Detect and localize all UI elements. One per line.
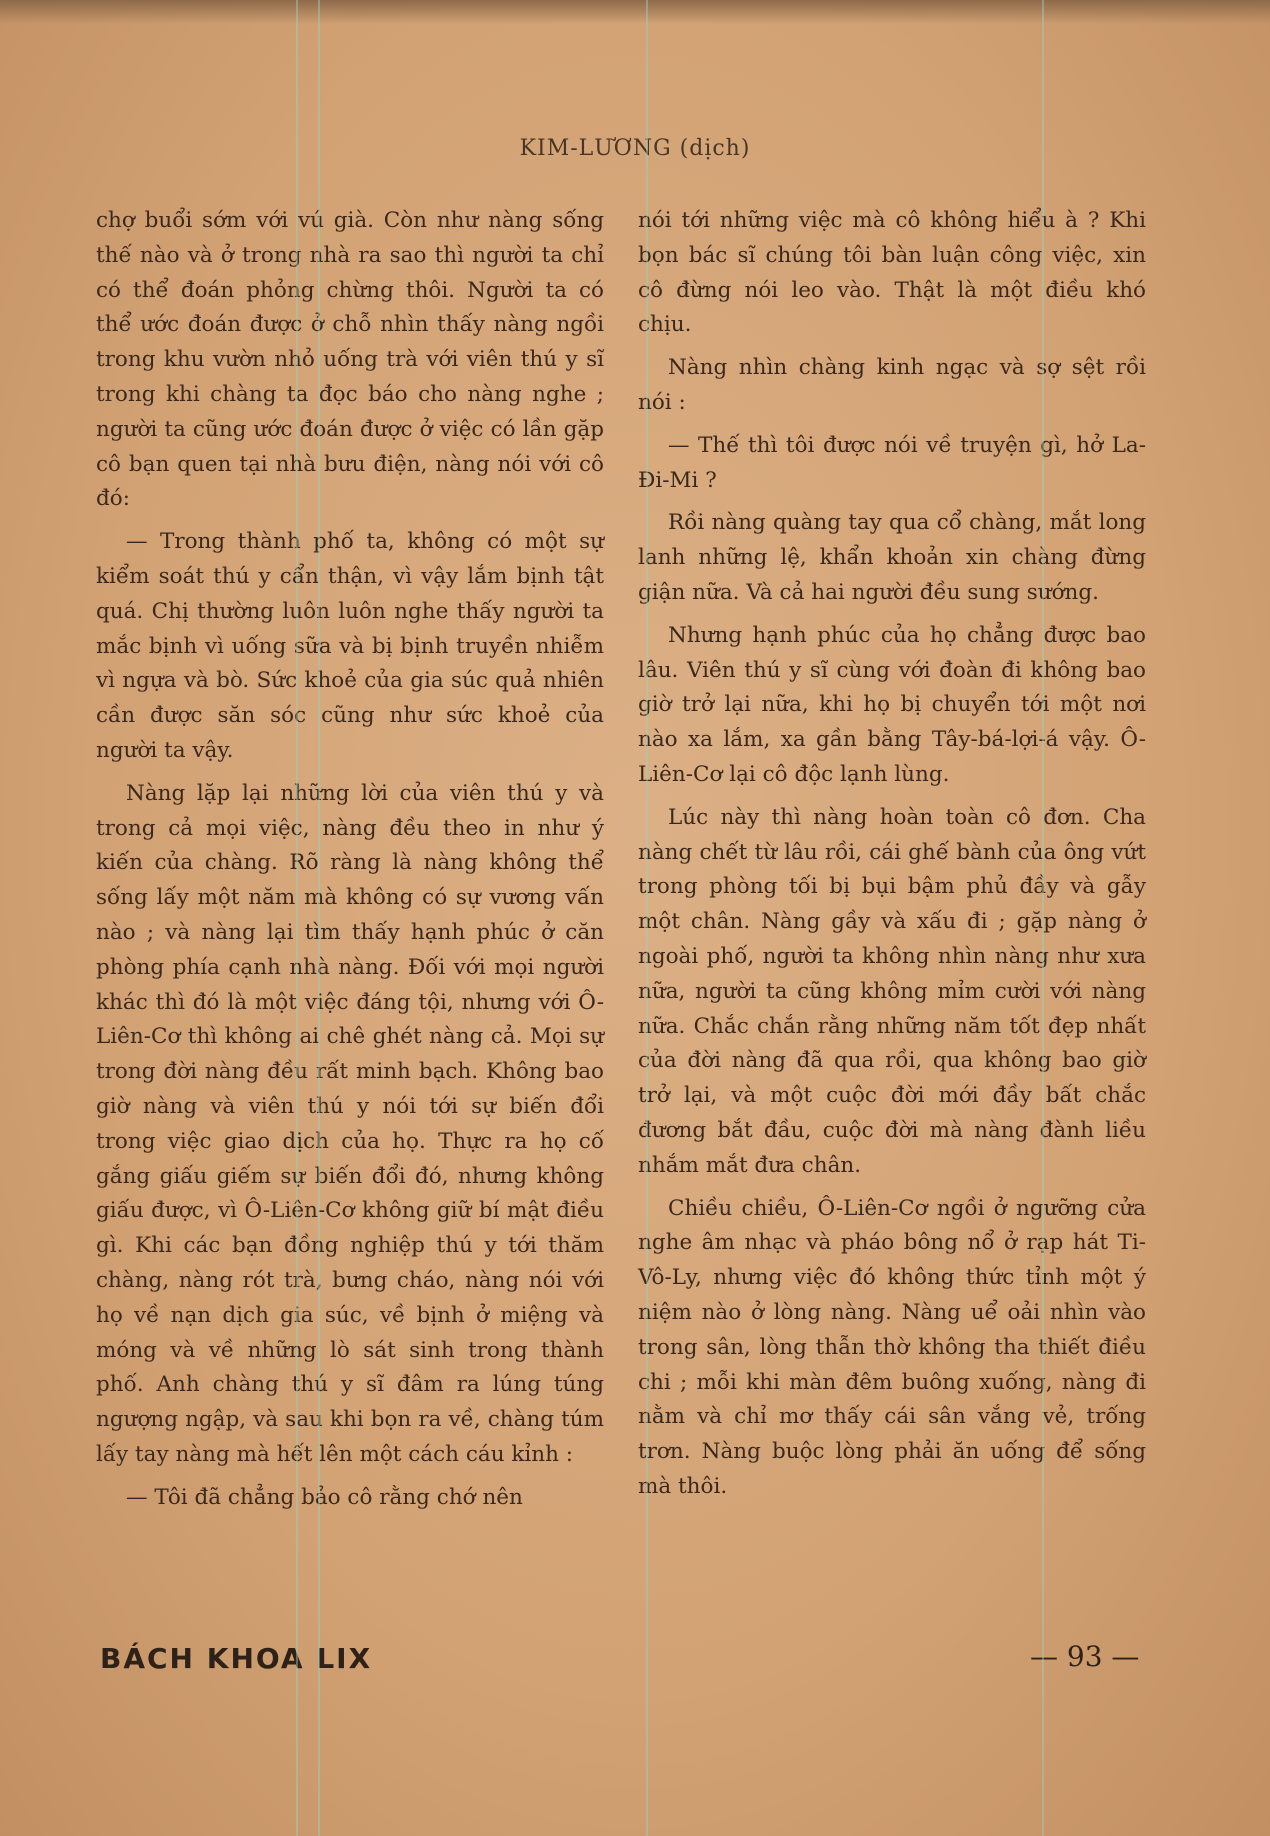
scan-artifact-line — [318, 0, 320, 1836]
paragraph: Nàng lặp lại những lời của viên thú y và trong cả mọi việc, nàng đều theo in như ý kiến của chàng. Rõ ràng là nàng không thể sống lấy một năm mà không có sự vương vấn nào ; và nàng lại tìm thấy hạnh phúc ở căn phòng phía cạnh nhà nàng. Đối với mọi người khác thì đó là một việc đáng tội, nhưng với Ô-Liên-Cơ thì không ai chê ghét nàng cả. Mọi sự trong đời nàng đều rất minh bạch. Không bao giờ nàng và viên thú y nói tới sự biến đổi trong việc giao dịch của họ. Thực ra họ cố gắng giấu giếm sự biến đổi đó, nhưng không giấu được, vì Ô-Liên-Cơ không giữ bí mật điều gì. Khi các bạn đồng nghiệp thú y tới thăm chàng, nàng rót trà, bưng cháo, nàng nói với họ về nạn dịch gia súc, về bịnh ở miệng và móng và về những lò sát sinh trong thành phố. Anh chàng thú y sĩ đâm ra lúng túng ngượng ngập, và sau khi bọn ra về, chàng túm lấy tay nàng mà hết lên một cách cáu kỉnh : — [96, 780, 604, 1467]
paragraph: — Tôi đã chẳng bảo cô rằng chớ nên — [126, 1484, 523, 1510]
page-number: — 93 — — [1030, 1640, 1140, 1673]
paragraph: Lúc này thì nàng hoàn toàn cô đơn. Cha nàng chết từ lâu rồi, cái ghế bành của ông vứt trong phòng tối bị bụi bậm phủ đầy và gẫy một chân. Nàng gầy và xấu đi ; gặp nàng ở ngoài phố, người ta không nhìn nàng như xưa nữa, người ta cũng không mỉm cười với nàng nữa. Chắc chắn rằng những năm tốt đẹp nhất của đời nàng đã qua rồi, qua không bao giờ trở lại, và một cuộc đời mới đầy bất chắc đương bắt đầu, cuộc đời mà nàng đành liều nhắm mắt đưa chân. — [638, 804, 1146, 1178]
scan-artifact-line — [296, 0, 298, 1836]
paragraph: Rồi nàng quàng tay qua cổ chàng, mắt long lanh những lệ, khẩn khoản xin chàng đừng giận nữa. Và cả hai người đều sung sướng. — [638, 510, 1146, 605]
paragraph: chợ buổi sớm với vú già. Còn như nàng sống thế nào và ở trong nhà ra sao thì người ta chỉ có thể đoán phỏng chừng thôi. Người ta có thể ước đoán được ở chỗ nhìn thấy nàng ngồi trong khu vườn nhỏ uống trà với viên thú y sĩ trong khi chàng ta đọc báo cho nàng nghe ; người ta cũng ước đoán được ở việc có lần gặp cô bạn quen tại nhà bưu điện, nàng nói với cô đó: — [96, 208, 604, 512]
paragraph: nói tới những việc mà cô không hiểu à ? Khi bọn bác sĩ chúng tôi bàn luận công việc, xin cô đừng nói leo vào. Thật là một điều khó chịu. — [638, 208, 1146, 338]
magazine-name: BÁCH KHOA LIX — [100, 1642, 373, 1675]
left-column — [96, 204, 604, 1515]
scan-artifact-line — [646, 0, 648, 1836]
paragraph: Nhưng hạnh phúc của họ chẳng được bao lâu. Viên thú y sĩ cùng với đoàn đi không bao giờ trở lại nữa, khi họ bị chuyển tới một nơi nào xa lắm, xa gần bằng Tây-bá-lợi-á vậy. Ô-Liên-Cơ lại cô độc lạnh lùng. — [638, 622, 1146, 787]
paragraph: Nàng nhìn chàng kinh ngạc và sợ sệt rồi nói : — [638, 355, 1146, 415]
paragraph: — Thế thì tôi được nói về truyện gì, hở La-Đi-Mi ? — [638, 432, 1146, 493]
running-header: KIM-LƯƠNG (dịch) — [519, 136, 751, 161]
right-column — [638, 204, 1146, 1505]
scan-artifact-line — [1042, 0, 1044, 1836]
paragraph: Chiều chiều, Ô-Liên-Cơ ngồi ở ngưỡng cửa nghe âm nhạc và pháo bông nổ ở rạp hát Ti-Vô-Ly, nhưng việc đó không thức tỉnh một ý niệm nào ở lòng nàng. Nàng uể oải nhìn vào trong sân, lòng thẫn thờ không tha thiết điều chi ; mỗi khi màn đêm buông xuống, nàng đi nằm và chỉ mơ thấy cái sân vắng vẻ, trống trơn. Nàng buộc lòng phải ăn uống để sống mà thôi. — [638, 1195, 1146, 1499]
paragraph: — Trong thành phố ta, không có một sự kiểm soát thú y cẩn thận, vì vậy lắm bịnh tật quá. Chị thường luôn luôn nghe thấy người ta mắc bịnh vì uống sữa và bị bịnh truyền nhiễm vì ngựa và bò. Sức khoẻ của gia súc quả nhiên cần được săn sóc cũng như sức khoẻ của người ta vậy. — [96, 529, 604, 763]
